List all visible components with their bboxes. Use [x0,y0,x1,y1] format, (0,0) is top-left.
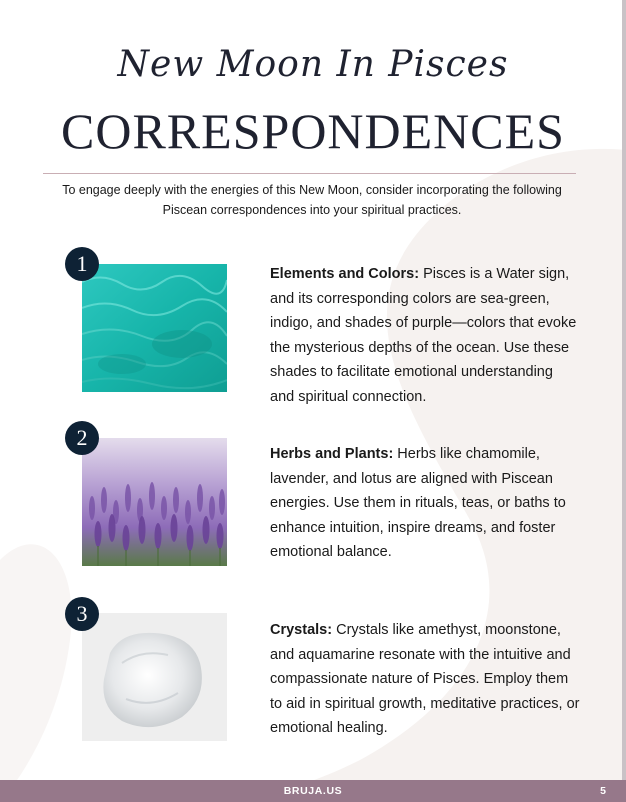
item-heading: Herbs and Plants: [270,446,394,462]
lavender-field-photo [82,438,227,566]
item-body: Crystals like amethyst, moonstone, and aquamarine resonate with the intuitive and compassionate nature of Pisces. Employ them to aid in spiritual growth, meditative practices, or emotional healing. [270,622,580,736]
moonstone-crystal-photo [82,613,227,741]
number-badge-1: 1 [65,247,99,281]
item-text-crystals [270,618,580,741]
number-badge-3: 3 [65,597,99,631]
footer-bar [0,780,626,802]
item-body: Pisces is a Water sign, and its corresponding colors are sea-green, indigo, and shades of purple—colors that evoke the mysterious depths of the ocean. Use these shades to facilitate emotional understanding and spiritual connection. [270,266,577,405]
turquoise-water-photo [82,264,227,392]
footer-site-name: BRUJA.US [283,785,343,797]
page-number: 5 [600,785,606,797]
divider [43,173,576,174]
item-text-elements [270,262,580,409]
item-heading: Elements and Colors: [270,266,420,282]
item-body: Herbs like chamomile, lavender, and lotus are aligned with Piscean energies. Use them in rituals, teas, or baths to enhance intuition, inspire dreams, and foster emotional balance. [270,446,566,560]
number-badge-2: 2 [65,421,99,455]
intro-paragraph: To engage deeply with the energies of this New Moon, consider incorporating the following Piscean correspondences into your spiritual practices. [62,183,562,217]
script-title: New Moon In Pisces [117,44,509,85]
page-title: CORRESPONDENCES [61,103,565,159]
item-text-herbs [270,442,580,565]
item-heading: Crystals: [270,622,333,638]
